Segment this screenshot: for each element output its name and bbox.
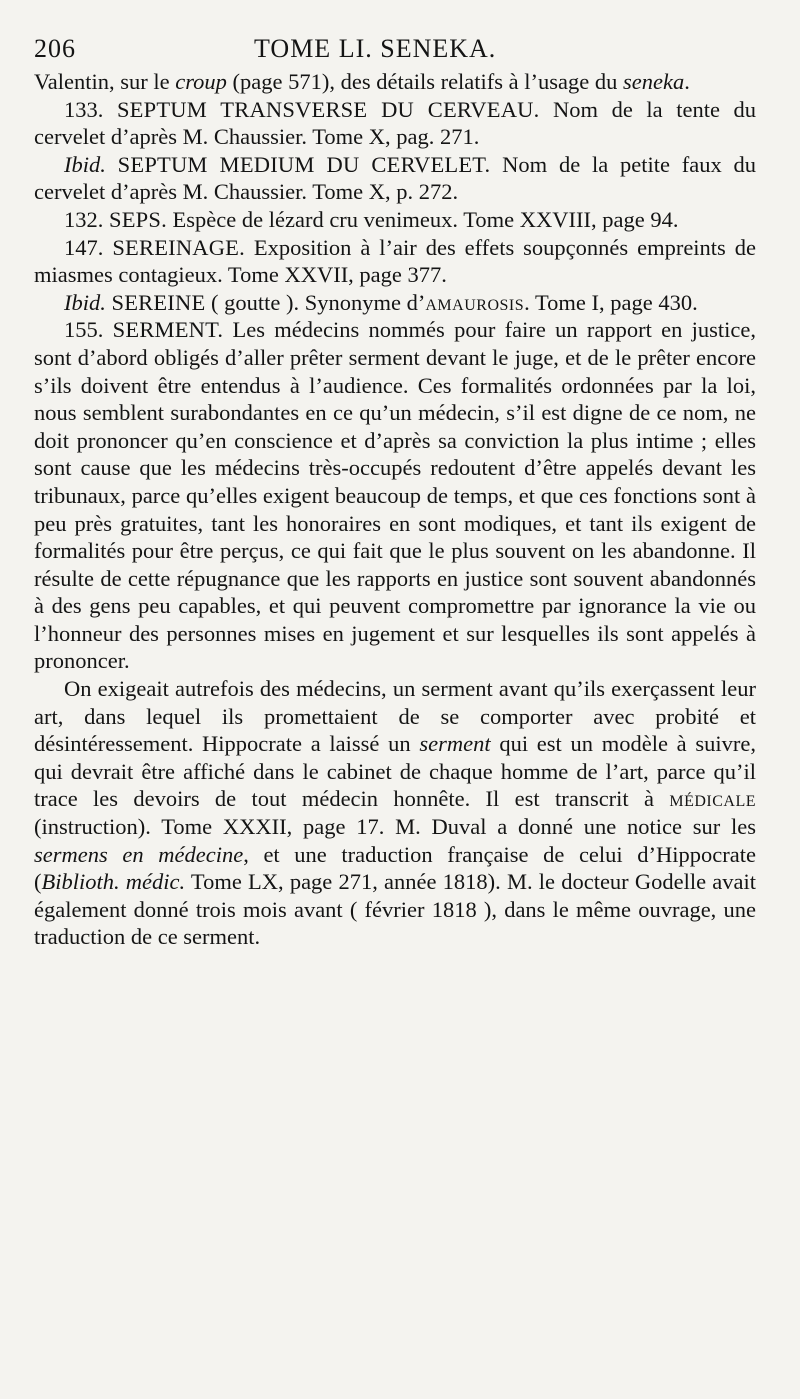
page-number: 206 [34, 34, 76, 63]
running-title: TOME LI. SENEKA. [254, 34, 497, 63]
body-text [34, 68, 756, 951]
intro-italic-croup: croup [175, 69, 227, 94]
entry-serment [34, 316, 756, 675]
entry-number: 155. [64, 317, 104, 343]
entry-headword: SEREINE [111, 289, 206, 315]
entry-sereinage [34, 234, 756, 289]
entry-headword: SEREINAGE. [112, 234, 245, 260]
entry-cross-reference: amaurosis [425, 289, 525, 315]
intro-italic-seneka: seneka [623, 69, 685, 94]
entry-headword: SEPTUM TRANSVERSE DU CERVEAU. [116, 96, 540, 122]
entry-text: ( goutte ). Synonyme d’ [205, 289, 426, 315]
entry-headword: SEPS. [109, 206, 167, 232]
entry-text: . Tome I, page 430. [524, 289, 698, 315]
italic-sermens: sermens en médecine [34, 841, 244, 867]
entry-text: Les médecins nommés pour faire un rapport en justice, sont d’abord obligés d’aller prêter serment devant le juge, et de le prêter encore s’ils doivent être entendus à l’audience. Ces formalités ordonnées par la loi, nous semblent surabondantes en ce qu’un médecin, s’il est digne de ce nom, ne doit prononcer qu’en conscience et d’après sa conviction la plus intime ; elles sont cause que les médecins très-occupés redoutent d’être appelés devant les tribunaux, parce qu’elles exigent beaucoup de temps, et que ces fonctions sont à peu près gratuites, tant les honoraires en sont modiques, et tant ils exigent de formalités pour être perçus, ce qui fait que le plus souvent on les abandonne. Il résulte de cette répugnance que les rapports en justice sont souvent abandonnés à des gens peu capables, et qui peuvent compromettre par ignorance la vie ou l’honneur des personnes mises en jugement et sur lesquelles ils sont appelés à prononcer. [34, 317, 756, 674]
cross-reference-medicale: médicale [669, 786, 756, 812]
entry-number: 147. [64, 234, 104, 260]
paragraph-text: qui est un modèle à suivre, qui devrait être affiché dans le cabinet de chaque homme de l’art, parce qu’il trace les devoirs de tout médecin honnête. Il est transcrit à [34, 731, 756, 812]
entry-text: Nom de la petite faux du cervelet d’après M. Chaussier. Tome X, p. 272. [34, 151, 757, 205]
intro-text: . [684, 69, 690, 94]
italic-biblioth: Biblioth. médic. [41, 869, 186, 895]
entry-number: 133. [64, 96, 104, 122]
entry-number: 132. [64, 206, 104, 232]
entry-ibid: Ibid. [64, 151, 106, 177]
entry-headword: SERMENT. [112, 317, 224, 343]
paragraph-text: Tome LX, page 271, année 1818). M. le docteur Godelle avait également donné trois mois avant ( février 1818 ), dans le même ouvrage, une traduction de ce serment. [34, 869, 756, 950]
entry-text: Nom de la tente du cervelet d’après M. Chaussier. Tome X, pag. 271. [34, 96, 757, 150]
entry-text: Exposition à l’air des effets soupçonnés empreints de miasmes contagieux. Tome XXVII, page 377. [34, 234, 757, 288]
paragraph-text: On exigeait autrefois des médecins, un serment avant qu’ils exerçassent leur art, dans lequel ils promettaient de se comporter avec probité et désintéressement. Hippocrate a laissé un [34, 676, 756, 757]
entry-ibid: Ibid. [64, 289, 106, 315]
entry-sereine [34, 289, 756, 317]
intro-text: (page 571), des détails relatifs à l’usage du [226, 69, 624, 94]
page-header [34, 34, 756, 68]
entry-septum-medium [34, 151, 756, 206]
paragraph-text: , et une traduction française de celui d’Hippocrate ( [34, 841, 756, 895]
intro-paragraph [34, 68, 756, 96]
paragraph-text: (instruction). Tome XXXII, page 17. M. Duval a donné une notice sur les [34, 814, 756, 840]
entry-text: Espèce de lézard cru venimeux. Tome XXVIII, page 94. [166, 206, 679, 232]
entry-headword: SEPTUM MEDIUM DU CERVELET. [117, 151, 491, 177]
entry-septum-transverse [34, 96, 756, 151]
entry-serment-continued [34, 675, 756, 951]
italic-serment: serment [419, 731, 491, 757]
entry-seps [34, 206, 756, 234]
intro-text: Valentin, sur le [34, 69, 176, 94]
